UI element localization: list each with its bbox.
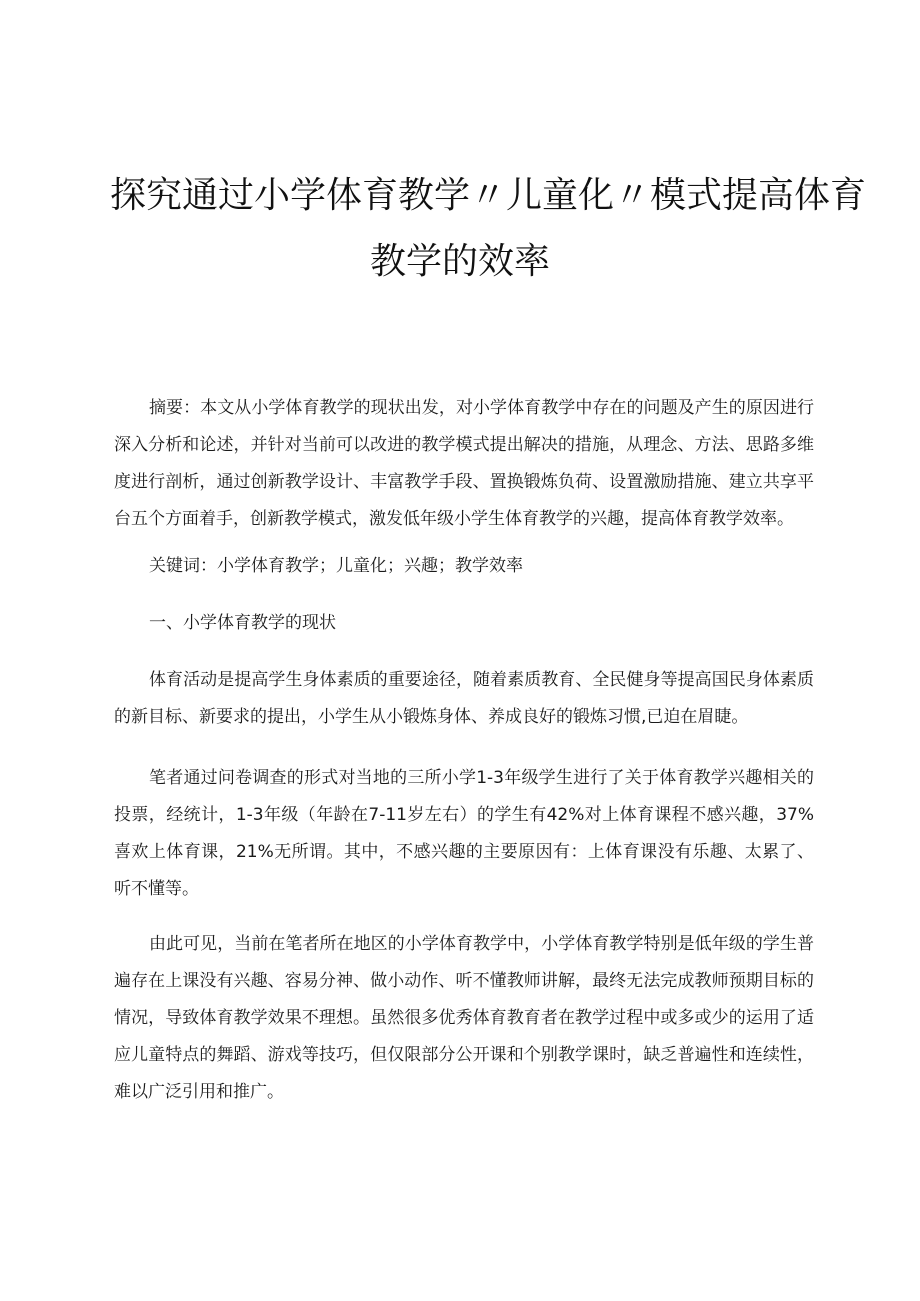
document-title-line-1: 探究通过小学体育教学〃儿童化〃模式提高体育 bbox=[110, 175, 867, 216]
body-paragraph-analysis: 由此可见，当前在笔者所在地区的小学体育教学中，小学体育教学特别是低年级的学生普遍存在上课没有兴趣、容易分神、做小动作、听不懂教师讲解，最终无法完成教师预期目标的情况，导致体育教学效果不理想。虽然很多优秀体育教育者在教学过程中或多或少的运用了适应儿童特点的舞蹈、游戏等技巧，但仅限部分公开课和个别教学课时，缺乏普遍性和连续性，难以广泛引用和推广。 bbox=[114, 934, 814, 1102]
body-paragraph-activity: 体育活动是提高学生身体素质的重要途径，随着素质教育、全民健身等提高国民身体素质的新目标、新要求的提出，小学生从小锻炼身体、养成良好的锻炼习惯,已迫在眉睫。 bbox=[114, 670, 814, 727]
document-title-line-2: 教学的效率 bbox=[369, 241, 550, 282]
keywords-paragraph: 关键词：小学体育教学；儿童化；兴趣；教学效率 bbox=[149, 556, 523, 576]
section-heading: 一、小学体育教学的现状 bbox=[149, 613, 336, 633]
body-paragraph-survey: 笔者通过问卷调查的形式对当地的三所小学1-3年级学生进行了关于体育教学兴趣相关的投票，经统计，1-3年级（年龄在7-11岁左右）的学生有42%对上体育课程不感兴趣，37%喜欢上体育课，21%无所谓。其中，不感兴趣的主要原因有：上体育课没有乐趣、太累了、听不懂等。 bbox=[114, 768, 814, 899]
abstract-paragraph: 摘要：本文从小学体育教学的现状出发，对小学体育教学中存在的问题及产生的原因进行深入分析和论述，并针对当前可以改进的教学模式提出解决的措施，从理念、方法、思路多维度进行剖析，通过创新教学设计、丰富教学手段、置换锻炼负荷、设置激励措施、建立共享平台五个方面着手，创新教学模式，激发低年级小学生体育教学的兴趣，提高体育教学效率。 bbox=[114, 398, 814, 529]
